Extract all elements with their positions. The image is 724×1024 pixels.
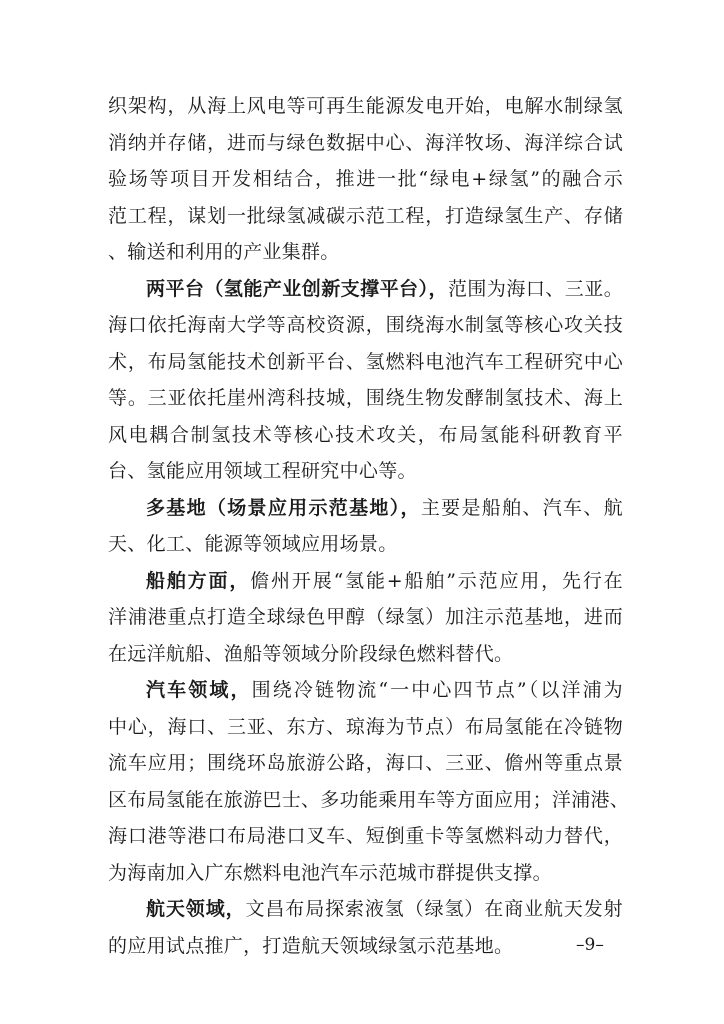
text-line: 在远洋航船、渔船等领域分阶段绿色燃料替代。 — [108, 642, 514, 665]
paragraph-heading: 多基地（场景应用示范基地）， — [146, 496, 421, 519]
paragraph-multi-bases — [108, 490, 623, 563]
text-line: 的应用试点推广，打造航天领域绿氢示范基地。 — [108, 934, 514, 957]
text-line: 中心，海口、三亚、东方、琼海为节点）布局氢能在冷链物 — [108, 715, 623, 738]
text-line: 海口港等港口布局港口叉车、短倒重卡等氢燃料动力替代， — [108, 825, 623, 847]
text-line: 风电耦合制氢技术等核心技术攻关，布局氢能科研教育平 — [108, 423, 623, 446]
paragraph-text: 主要是船舶、汽车、航 — [420, 496, 623, 519]
paragraph-first-line — [108, 672, 623, 709]
document-body — [108, 88, 630, 964]
paragraph-heading: 两平台（氢能产业创新支撑平台）， — [146, 277, 448, 300]
text-line: 区布局氢能在旅游巴士、多功能乘用车等方面应用；洋浦港、 — [108, 788, 630, 811]
text-line: 台、氢能应用领域工程研究中心等。 — [108, 460, 417, 482]
paragraph-text: 儋州开展“氢能+船舶”示范应用，先行在 — [250, 569, 623, 592]
paragraph-first-line — [108, 490, 623, 527]
paragraph-continuation — [108, 88, 623, 271]
text-line: 海口依托海南大学等高校资源，围绕海水制氢等核心攻关技 — [108, 314, 623, 336]
paragraph-two-platforms — [108, 271, 623, 490]
paragraph-first-line — [108, 563, 623, 600]
paragraph-heading: 船舶方面， — [146, 569, 251, 592]
text-line: 、输送和利用的产业集群。 — [108, 241, 340, 263]
paragraph-text: 围绕冷链物流“一中心四节点”（以洋浦为 — [251, 679, 623, 701]
text-line: 验场等项目开发相结合，推进一批“绿电+绿氢”的融合示 — [108, 168, 623, 190]
paragraph-text: 范围为海口、三亚。 — [447, 277, 623, 300]
text-line: 消纳并存储，进而与绿色数据中心、海洋牧场、海洋综合试 — [108, 131, 623, 154]
text-line: 范工程，谋划一批绿氢减碳示范工程，打造绿氢生产、存储 — [108, 204, 623, 227]
paragraph-text: 文昌布局探索液氢（绿氢）在商业航天发射 — [245, 898, 623, 920]
paragraph-heading: 汽车领域， — [146, 679, 252, 701]
text-line: 流车应用；围绕环岛旅游公路，海口、三亚、儋州等重点景 — [108, 752, 623, 774]
text-line: 等。三亚依托崖州湾科技城，围绕生物发酵制氢技术、海上 — [108, 387, 623, 409]
paragraph-ships — [108, 563, 623, 673]
page-number: –9– — [576, 935, 604, 955]
text-line: 织架构，从海上风电等可再生能源发电开始，电解水制绿氢 — [108, 95, 623, 117]
paragraph-first-line — [108, 271, 623, 308]
text-line: 天、化工、能源等领域应用场景。 — [108, 533, 398, 555]
text-line: 为海南加入广东燃料电池汽车示范城市群提供支撑。 — [108, 861, 552, 884]
paragraph-aerospace — [108, 891, 623, 964]
text-line: 洋浦港重点打造全球绿色甲醇（绿氢）加注示范基地，进而 — [108, 606, 623, 628]
text-line: 术，布局氢能技术创新平台、氢燃料电池汽车工程研究中心 — [108, 350, 623, 373]
paragraph-first-line — [108, 891, 623, 928]
paragraph-heading: 航天领域， — [146, 898, 246, 920]
paragraph-automotive — [108, 672, 630, 891]
